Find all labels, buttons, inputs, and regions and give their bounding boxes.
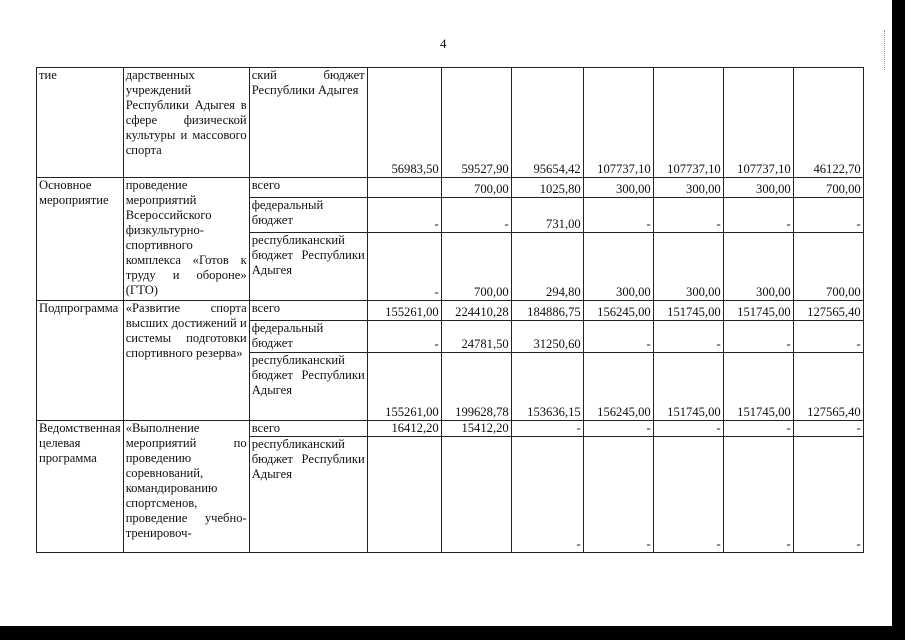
amount-cell: 24781,50 [441,321,511,353]
amount-cell: 155261,00 [367,301,441,321]
amount-cell: 127565,40 [793,353,863,421]
amount-cell: 199628,78 [441,353,511,421]
amount-cell: 1025,80 [511,178,583,198]
row-type-cell: Подпрограмма [37,301,124,421]
amount-cell: - [441,198,511,233]
amount-cell: - [723,437,793,553]
scan-border-bottom [0,626,905,640]
budget-table-body [37,68,864,553]
amount-cell: 151745,00 [723,301,793,321]
row-type-cell: Основное мероприятие [37,178,124,301]
amount-cell: - [511,437,583,553]
row-description-cell: «Развитие спорта высших достижений и системы подготовки спортивного резерва» [123,301,249,421]
row-type-cell: Ведомственная целевая программа [37,421,124,553]
amount-cell: 59527,90 [441,68,511,178]
amount-cell: 151745,00 [653,301,723,321]
amount-cell: 107737,10 [723,68,793,178]
funding-source-cell: ский бюджет Республики Адыгея [249,68,367,178]
amount-cell [367,437,441,553]
table-row [37,301,864,321]
amount-cell: - [653,321,723,353]
amount-cell: - [367,198,441,233]
amount-cell: 127565,40 [793,301,863,321]
funding-source-cell: федеральный бюджет [249,198,367,233]
funding-source-cell: республиканский бюджет Республики Адыгея [249,353,367,421]
amount-cell: 300,00 [653,233,723,301]
amount-cell: - [793,421,863,437]
amount-cell: 15412,20 [441,421,511,437]
amount-cell: 300,00 [583,178,653,198]
budget-table [36,67,864,553]
amount-cell: 224410,28 [441,301,511,321]
amount-cell: - [793,321,863,353]
funding-source-cell: республиканский бюджет Республики Адыгея [249,437,367,553]
amount-cell: 700,00 [793,178,863,198]
amount-cell: 184886,75 [511,301,583,321]
amount-cell: 151745,00 [653,353,723,421]
funding-source-cell: всего [249,178,367,198]
row-description-cell: «Выполнение мероприятий по проведению соревнований, командированию спортсменов, проведение учебно-тренировоч- [123,421,249,553]
amount-cell: - [367,233,441,301]
scan-artifact [884,30,887,70]
amount-cell: 700,00 [793,233,863,301]
table-row [37,178,864,198]
table-row [37,68,864,178]
amount-cell: 156245,00 [583,301,653,321]
amount-cell: 300,00 [723,233,793,301]
amount-cell: - [793,198,863,233]
amount-cell: 151745,00 [723,353,793,421]
page-number: 4 [440,36,447,51]
amount-cell: 95654,42 [511,68,583,178]
funding-source-cell: республиканский бюджет Республики Адыгея [249,233,367,301]
amount-cell: - [653,421,723,437]
amount-cell: - [653,198,723,233]
row-description-cell: проведение мероприятий Всероссийского физкультурно-спортивного комплекса «Готов к труду и обороне» (ГТО) [123,178,249,301]
scan-border-right [892,0,905,640]
amount-cell [367,178,441,198]
amount-cell: - [583,421,653,437]
amount-cell: 107737,10 [653,68,723,178]
amount-cell: 300,00 [583,233,653,301]
amount-cell: 156245,00 [583,353,653,421]
amount-cell: 300,00 [723,178,793,198]
amount-cell: 31250,60 [511,321,583,353]
amount-cell: - [583,321,653,353]
funding-source-cell: всего [249,301,367,321]
amount-cell: - [511,421,583,437]
amount-cell: 300,00 [653,178,723,198]
amount-cell: - [583,198,653,233]
amount-cell: - [723,198,793,233]
amount-cell: 16412,20 [367,421,441,437]
row-description-cell: дарственных учреждений Республики Адыгея в сфере физической культуры и массового спорта [123,68,249,178]
amount-cell: - [583,437,653,553]
table-row [37,421,864,437]
amount-cell: - [723,421,793,437]
amount-cell [441,437,511,553]
amount-cell: - [723,321,793,353]
row-type-cell: тие [37,68,124,178]
funding-source-cell: федеральный бюджет [249,321,367,353]
amount-cell: - [793,437,863,553]
amount-cell: 153636,15 [511,353,583,421]
funding-source-cell: всего [249,421,367,437]
amount-cell: 700,00 [441,178,511,198]
amount-cell: - [367,321,441,353]
amount-cell: 731,00 [511,198,583,233]
amount-cell: 700,00 [441,233,511,301]
amount-cell: 155261,00 [367,353,441,421]
amount-cell: 56983,50 [367,68,441,178]
amount-cell: - [653,437,723,553]
amount-cell: 107737,10 [583,68,653,178]
amount-cell: 46122,70 [793,68,863,178]
amount-cell: 294,80 [511,233,583,301]
